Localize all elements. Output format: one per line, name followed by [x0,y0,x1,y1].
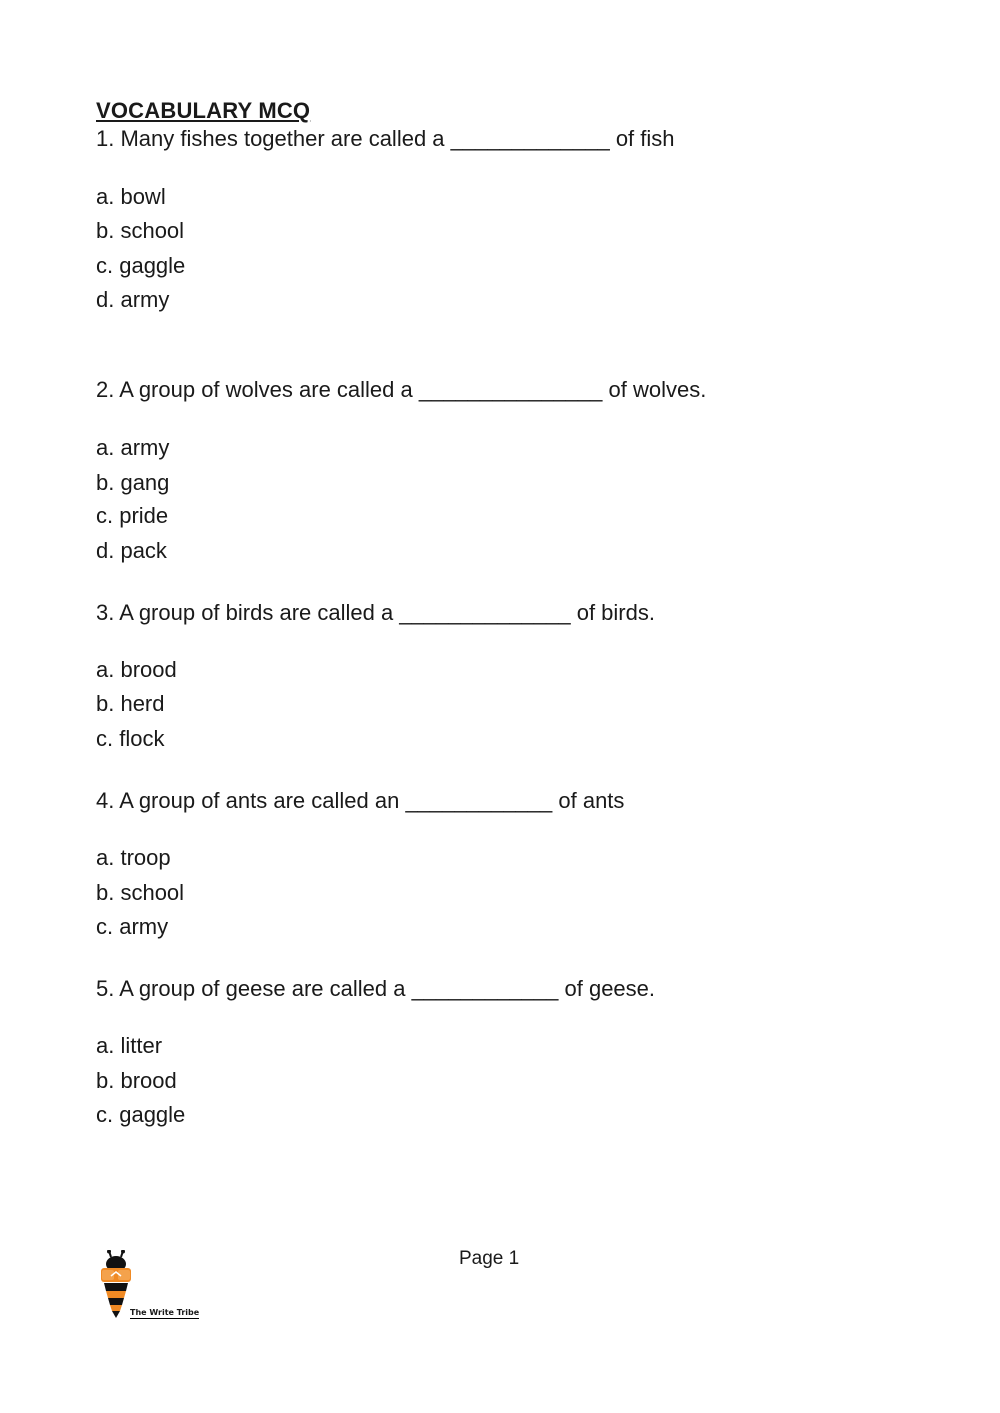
question-4-option-a: a. troop [96,845,171,870]
question-1-option-b: b. school [96,218,185,243]
question-5-option-a: a. litter [96,1033,163,1058]
question-5-option-c: c. gaggle [96,1102,186,1127]
question-2-text: 2. A group of wolves are called a _______________ of wolves. [96,377,707,402]
question-2-option-c: c. pride [96,503,169,528]
question-1-option-a: a. bowl [96,184,166,209]
question-2-option-d: d. pack [96,538,167,563]
question-2-option-b: b. gang [96,470,170,495]
the-write-tribe-logo [96,1250,208,1326]
question-3-option-c: c. flock [96,726,165,751]
question-1-option-c: c. gaggle [96,253,186,278]
document-title: VOCABULARY MCQ [96,98,311,123]
question-3-option-b: b. herd [96,691,165,716]
question-1-option-d: d. army [96,287,170,312]
question-2-option-a: a. army [96,435,170,460]
question-4-option-b: b. school [96,880,185,905]
question-4-option-c: c. army [96,914,169,939]
question-4-text: 4. A group of ants are called an ____________ of ants [96,788,625,813]
question-5-option-b: b. brood [96,1068,177,1093]
question-3-text: 3. A group of birds are called a ______________ of birds. [96,600,655,625]
page-number: Page 1 [459,1248,520,1269]
question-1-text: 1. Many fishes together are called a _____________ of fish [96,126,675,151]
question-5-text: 5. A group of geese are called a ____________ of geese. [96,976,656,1001]
logo-text: The Write Tribe [130,1308,200,1317]
question-3-option-a: a. brood [96,657,177,682]
